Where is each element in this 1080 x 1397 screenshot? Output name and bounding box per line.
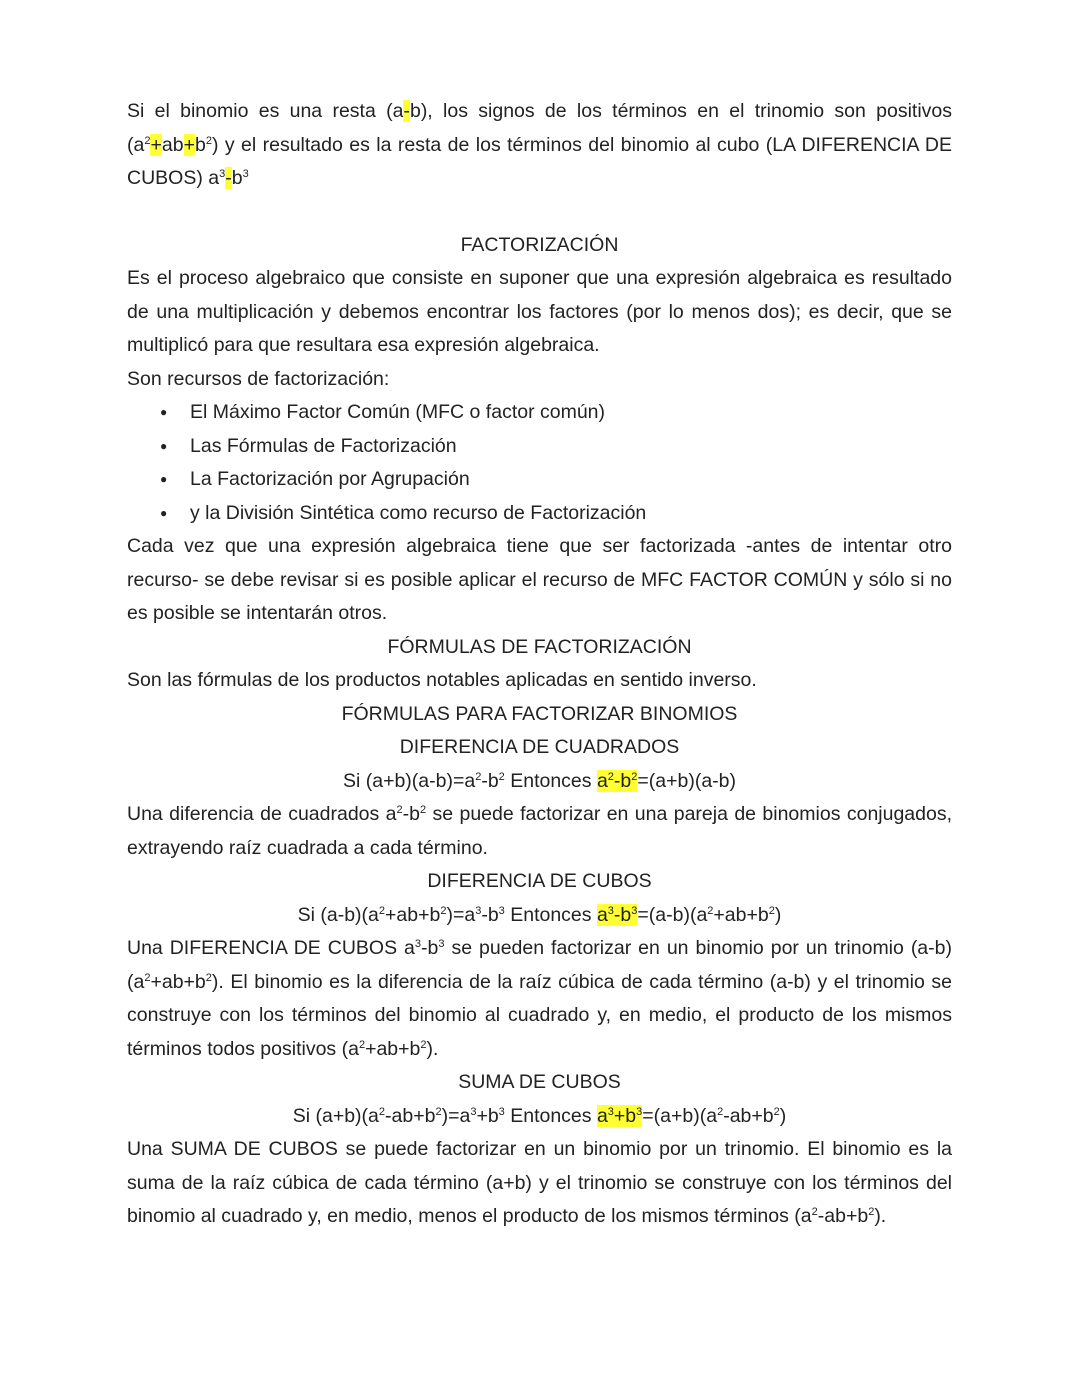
formula-suma-cubos: Si $(a+b)(a^2-ab+b^2)=a^3+b^3$ Entonces $a^3+b^3=(a+b)(a^2-ab+b^2)$ bbox=[292, 1104, 787, 1127]
list-item: ● El Máximo Factor Común (MFC o factor común) bbox=[190, 396, 952, 430]
paragraph-recursos-intro: Son recursos de factorización: bbox=[127, 367, 390, 390]
list-item: ● Las Fórmulas de Factorización bbox=[190, 430, 952, 464]
recursos-list bbox=[127, 396, 952, 530]
spacer bbox=[127, 196, 952, 229]
document-page bbox=[127, 95, 952, 1234]
paragraph-mfc: Cada vez que una expresión algebraica tiene que ser factorizada -antes de intentar otro recurso- se debe revisar si es posible aplicar el recurso de MFC FACTOR COMÚN y sólo si no es posible se intentarán otros. bbox=[127, 535, 952, 624]
paragraph-binomio-resta: Si el binomio es una resta (a-b), los signos de los términos en el trinomio son positivos $(a^2+ab+b^2)$ y el resultado es la resta de los términos del binomio al cubo (LA DIFERENCIA DE CUBOS) $a^3-b^3$ bbox=[127, 100, 952, 189]
heading-diferencia-cuadrados: DIFERENCIA DE CUADRADOS bbox=[399, 736, 680, 758]
heading-formulas: FÓRMULAS DE FACTORIZACIÓN bbox=[387, 635, 692, 658]
paragraph-definicion: Es el proceso algebraico que consiste en suponer que una expresión algebraica es resultado de una multiplicación y debemos encontrar los factores (por lo menos dos); es decir, que se multiplicó para que resultara esa expresión algebraica. bbox=[127, 267, 952, 356]
highlight: - bbox=[403, 100, 410, 122]
highlight: $a^3-b^3$ bbox=[596, 903, 638, 926]
heading-factorizacion: FACTORIZACIÓN bbox=[460, 233, 619, 256]
highlight: - bbox=[225, 167, 232, 189]
paragraph-diferencia-cuadrados: Una diferencia de cuadrados $a^2-b^2$ se puede factorizar en una pareja de binomios conjugados, extrayendo raíz cuadrada a cada término. bbox=[127, 803, 953, 859]
highlight: $a^3+b^3$ bbox=[596, 1104, 643, 1127]
formula-diferencia-cubos: Si $(a-b)(a^2+ab+b^2)=a^3-b^3$ Entonces $a^3-b^3=(a-b)(a^2+ab+b^2)$ bbox=[297, 903, 782, 926]
heading-suma-cubos: SUMA DE CUBOS bbox=[458, 1071, 621, 1093]
highlight: + bbox=[150, 133, 162, 156]
formula-diferencia-cuadrados: Si $(a+b)(a-b)=a^2-b^2$ Entonces $a^2-b^2=(a+b)(a-b)$ bbox=[342, 769, 737, 792]
highlight: + bbox=[183, 133, 195, 156]
paragraph-productos-notables: Son las fórmulas de los productos notables aplicadas en sentido inverso. bbox=[127, 669, 757, 691]
list-item: ● y la División Sintética como recurso de Factorización bbox=[190, 497, 952, 531]
list-item: ● La Factorización por Agrupación bbox=[190, 463, 952, 497]
heading-diferencia-cubos: DIFERENCIA DE CUBOS bbox=[427, 870, 652, 892]
paragraph-diferencia-cubos: Una DIFERENCIA DE CUBOS $a^3-b^3$ se pueden factorizar en un binomio por un trinomio $(a-b)(a^2+ab+b^2)$. El binomio es la diferencia de la raíz cúbica de cada término (a-b) y el trinomio se construye con los términos del binomio al cuadrado y, en medio, el producto de los mismos términos todos positivos $(a^2+ab+b^2)$. bbox=[127, 937, 952, 1060]
highlight: $a^2-b^2$ bbox=[596, 769, 638, 792]
heading-binomios: FÓRMULAS PARA FACTORIZAR BINOMIOS bbox=[341, 702, 738, 725]
paragraph-suma-cubos: Una SUMA DE CUBOS se puede factorizar en un binomio por un trinomio. El binomio es la suma de la raíz cúbica de cada término (a+b) y el trinomio se construye con los términos del binomio al cuadrado y, en medio, menos el producto de los mismos términos $(a^2-ab+b^2)$. bbox=[127, 1138, 952, 1227]
